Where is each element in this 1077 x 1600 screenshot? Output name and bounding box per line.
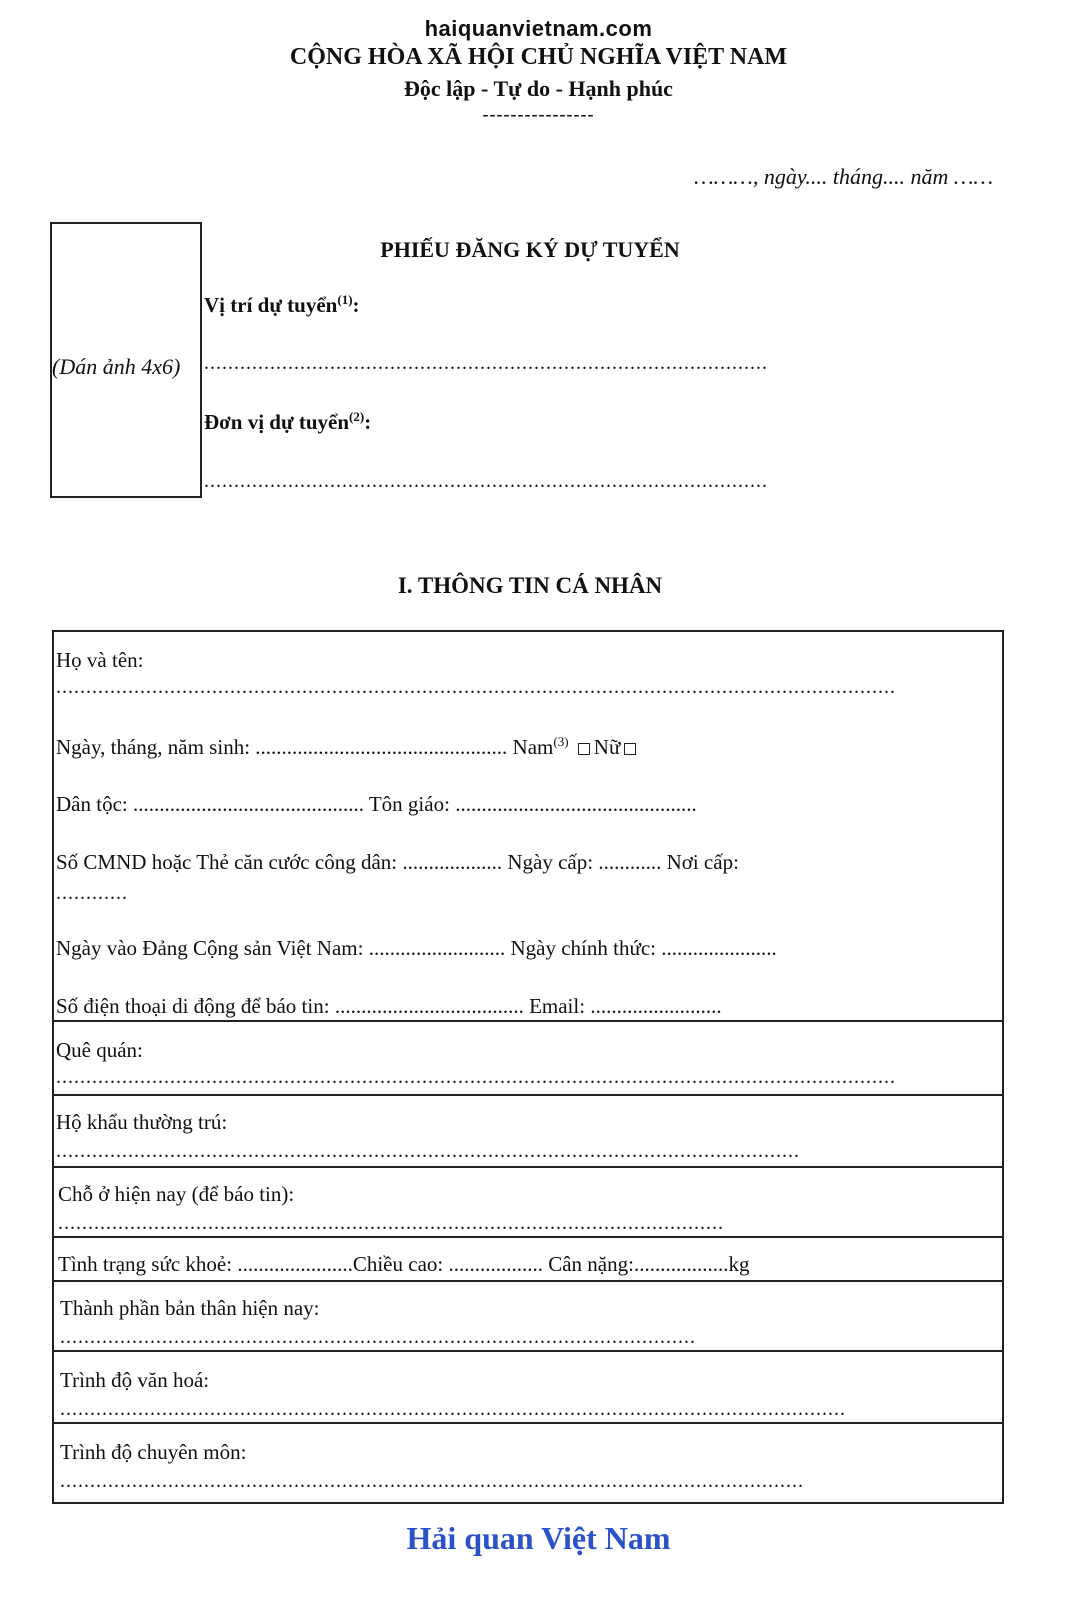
- personal-info-table: [52, 630, 1004, 1504]
- position-label: Vị trí dự tuyển: [204, 293, 338, 317]
- row-divider: [54, 1166, 1002, 1168]
- row-divider: [54, 1422, 1002, 1424]
- weight-label: Cân nặng:: [548, 1252, 634, 1276]
- dob-fill[interactable]: ................................................: [255, 735, 508, 759]
- unit-colon: :: [364, 410, 372, 434]
- ethnicity-label: Dân tộc:: [56, 792, 128, 816]
- current-address-label: Chỗ ở hiện nay (để báo tin):: [58, 1182, 295, 1206]
- social-status-fill-line[interactable]: ..........................................................................................................: [60, 1326, 696, 1348]
- official-date-fill[interactable]: ......................: [661, 936, 777, 960]
- brand-footer: Hải quan Việt Nam: [406, 1520, 671, 1556]
- height-label: Chiều cao:: [352, 1252, 444, 1276]
- religion-fill[interactable]: ..............................................: [455, 792, 697, 816]
- position-colon: :: [352, 293, 360, 317]
- qualification-label: Trình độ chuyên môn:: [60, 1440, 247, 1464]
- phone-fill[interactable]: ....................................: [334, 994, 524, 1018]
- section-personal-info-title: I. THÔNG TIN CÁ NHÂN: [397, 573, 663, 598]
- health-label: Tình trạng sức khoẻ:: [58, 1252, 233, 1276]
- social-status-label: Thành phần bản thân hiện nay:: [60, 1296, 320, 1320]
- position-fill-line[interactable]: ..............................................................................................: [204, 352, 768, 374]
- row-divider: [54, 1280, 1002, 1282]
- row-divider: [54, 1350, 1002, 1352]
- female-checkbox[interactable]: [624, 743, 636, 755]
- position-label-group: [204, 292, 360, 318]
- party-date-fill[interactable]: ..........................: [368, 936, 506, 960]
- weight-unit: kg: [728, 1252, 750, 1276]
- header-separator: ----------------: [482, 104, 595, 124]
- issue-date-label: Ngày cấp:: [507, 850, 594, 874]
- issue-place-fill[interactable]: ............: [56, 882, 128, 904]
- row-divider: [54, 1020, 1002, 1022]
- ethnicity-fill[interactable]: ............................................: [132, 792, 364, 816]
- ethnicity-row: [56, 792, 697, 817]
- date-line: ………, ngày.... tháng.... năm ……: [694, 164, 993, 189]
- height-fill[interactable]: ..................: [448, 1252, 543, 1276]
- unit-label-group: [204, 409, 371, 435]
- unit-note: (2): [349, 409, 365, 424]
- hometown-fill-line[interactable]: ............................................................................................................................................: [56, 1066, 896, 1088]
- id-card-row: [56, 850, 739, 875]
- dob-label: Ngày, tháng, năm sinh:: [56, 735, 251, 759]
- education-label: Trình độ văn hoá:: [60, 1368, 210, 1392]
- unit-label: Đơn vị dự tuyển: [204, 410, 350, 434]
- health-row: [58, 1252, 749, 1277]
- row-divider: [54, 1094, 1002, 1096]
- id-card-label: Số CMND hoặc Thẻ căn cước công dân:: [56, 850, 398, 874]
- phone-label: Số điện thoại di động để báo tin:: [56, 994, 330, 1018]
- qualification-fill-line[interactable]: ............................................................................................................................: [60, 1470, 804, 1492]
- full-name-fill-line[interactable]: ............................................................................................................................................: [56, 676, 896, 698]
- email-fill[interactable]: .........................: [590, 994, 722, 1018]
- party-date-label: Ngày vào Đảng Cộng sản Việt Nam:: [56, 936, 364, 960]
- photo-label: (Dán ảnh 4x6): [52, 354, 181, 379]
- female-label: Nữ: [593, 735, 621, 759]
- religion-label: Tôn giáo:: [368, 792, 450, 816]
- full-name-label: Họ và tên:: [56, 648, 144, 672]
- row-divider: [54, 1236, 1002, 1238]
- issue-date-fill[interactable]: ............: [598, 850, 662, 874]
- hometown-label: Quê quán:: [56, 1038, 143, 1062]
- weight-fill[interactable]: ..................: [633, 1252, 729, 1276]
- issue-place-label: Nơi cấp:: [666, 850, 739, 874]
- email-label: Email:: [529, 994, 586, 1018]
- site-name: haiquanvietnam.com: [424, 16, 653, 41]
- id-card-fill[interactable]: ...................: [402, 850, 503, 874]
- dob-row: [56, 734, 640, 760]
- nation-title: CỘNG HÒA XÃ HỘI CHỦ NGHĨA VIỆT NAM: [289, 44, 788, 70]
- education-fill-line[interactable]: ...................................................................................................................................: [60, 1398, 846, 1420]
- male-note: (3): [553, 734, 569, 749]
- unit-fill-line[interactable]: ..............................................................................................: [204, 470, 768, 492]
- position-note: (1): [337, 292, 353, 307]
- health-fill[interactable]: ......................: [237, 1252, 353, 1276]
- party-row: [56, 936, 777, 961]
- form-title: PHIẾU ĐĂNG KÝ DỰ TUYỂN: [380, 237, 680, 262]
- phone-row: [56, 994, 722, 1019]
- residence-label: Hộ khẩu thường trú:: [56, 1110, 228, 1134]
- male-checkbox[interactable]: [578, 743, 590, 755]
- motto: Độc lập - Tự do - Hạnh phúc: [404, 76, 673, 101]
- official-date-label: Ngày chính thức:: [510, 936, 656, 960]
- current-address-fill-line[interactable]: ...............................................................................................................: [58, 1212, 724, 1234]
- residence-fill-line[interactable]: ............................................................................................................................: [56, 1140, 800, 1162]
- male-label: Nam: [512, 735, 554, 759]
